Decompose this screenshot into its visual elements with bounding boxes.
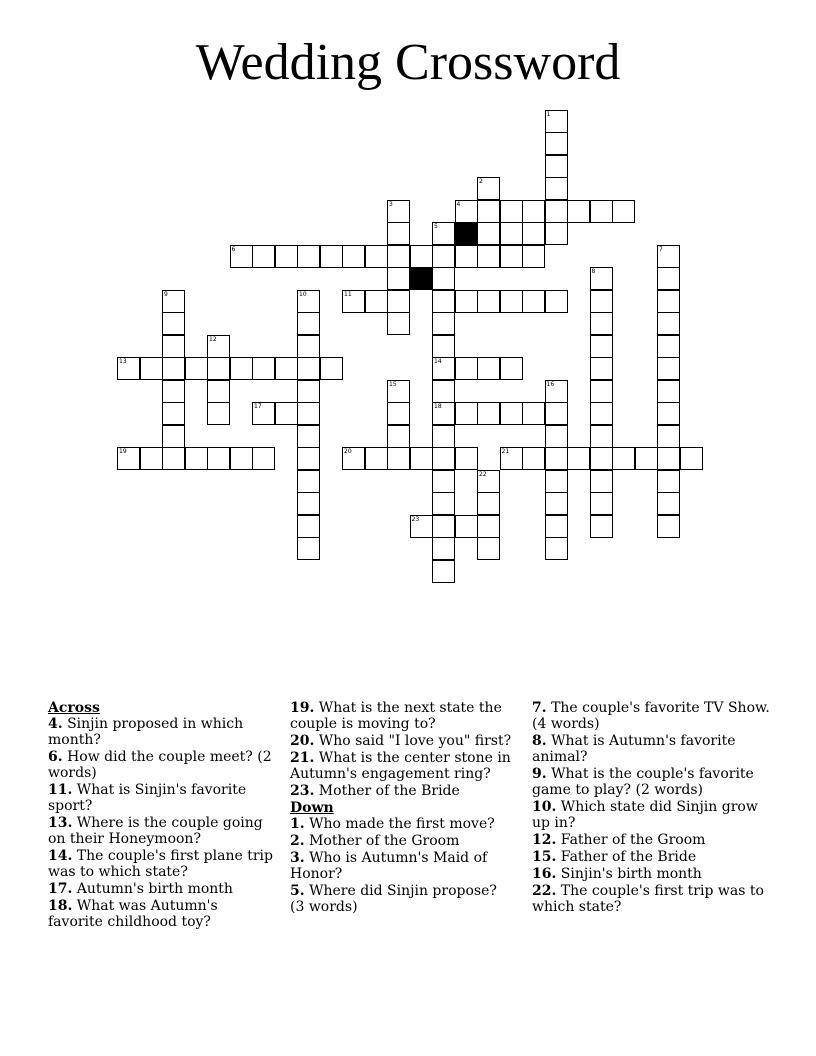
grid-cell[interactable] [590, 312, 613, 335]
clue-text: Mother of the Bride [314, 783, 460, 799]
down-clue [290, 883, 515, 915]
grid-cell[interactable] [567, 447, 590, 470]
clue-number: 21. [290, 750, 315, 766]
grid-cell[interactable] [612, 200, 635, 223]
grid-cell[interactable] [432, 357, 455, 380]
grid-cell[interactable] [477, 515, 500, 538]
grid-cell[interactable] [162, 312, 185, 335]
down-clue [532, 849, 772, 865]
grid-cell[interactable] [320, 357, 343, 380]
grid-cell[interactable] [545, 447, 568, 470]
grid-cell[interactable] [252, 447, 275, 470]
clue-text: Where did Sinjin propose? (3 words) [290, 883, 497, 915]
clue-number: 8 [591, 268, 596, 275]
grid-cell[interactable] [117, 447, 140, 470]
grid-cell[interactable] [140, 447, 163, 470]
clue-number: 12 [209, 335, 217, 343]
grid-cell[interactable] [455, 447, 478, 470]
grid-cell[interactable] [432, 267, 455, 290]
clue-text: The couple's first trip was to which state? [532, 883, 764, 915]
down-clue [290, 816, 515, 832]
grid-cell[interactable] [387, 312, 410, 335]
grid-cell[interactable] [432, 380, 455, 403]
grid-cell[interactable] [342, 290, 365, 313]
grid-cell[interactable] [207, 402, 230, 425]
clue-number: 21 [501, 448, 510, 455]
grid-cell[interactable] [545, 492, 568, 515]
clue-text: What is the center stone in Autumn's engagement ring? [290, 750, 511, 782]
clue-text: Autumn's birth month [72, 881, 233, 897]
grid-cell[interactable] [432, 312, 455, 335]
grid-cell[interactable] [297, 380, 320, 403]
clue-number: 5. [290, 883, 305, 899]
grid-cell[interactable] [387, 402, 410, 425]
clue-number: 12. [532, 832, 557, 848]
grid-cell[interactable] [500, 290, 523, 313]
grid-cell[interactable] [297, 447, 320, 470]
clue-number: 2. [290, 833, 305, 849]
grid-cell[interactable] [477, 290, 500, 313]
grid-cell[interactable] [500, 200, 523, 223]
grid-cell[interactable] [590, 447, 613, 470]
grid-cell[interactable] [387, 290, 410, 313]
grid-cell[interactable] [432, 425, 455, 448]
clue-number: 4. [48, 716, 63, 732]
grid-cell[interactable] [545, 110, 568, 133]
clue-text: What is Sinjin's favorite sport? [48, 782, 247, 814]
grid-cell[interactable] [387, 222, 410, 245]
clue-number: 15 [389, 380, 397, 388]
clue-number: 8. [532, 733, 547, 749]
grid-cell[interactable] [545, 380, 568, 403]
grid-cell[interactable] [432, 560, 455, 583]
clue-number: 13 [119, 358, 127, 365]
grid-cell[interactable] [590, 267, 613, 290]
clue-number: 16 [546, 380, 555, 388]
grid-cell[interactable] [522, 447, 545, 470]
grid-cell[interactable] [297, 357, 320, 380]
grid-cell[interactable] [297, 515, 320, 538]
grid-cell[interactable] [477, 200, 500, 223]
across-clue [48, 782, 273, 814]
clue-text: The couple's first plane trip was to which state? [48, 848, 273, 880]
grid-cell[interactable] [365, 245, 388, 268]
grid-cell[interactable] [657, 470, 680, 493]
clue-text: Who said "I love you" first? [314, 733, 512, 749]
grid-cell[interactable] [297, 537, 320, 560]
clues-column-3 [532, 700, 772, 916]
across-clue [48, 815, 273, 847]
clue-text: Father of the Bride [556, 849, 697, 865]
clue-number: 18 [434, 403, 442, 410]
clue-number: 7 [659, 245, 663, 253]
grid-cell[interactable] [117, 357, 140, 380]
down-clue [532, 832, 772, 848]
grid-cell[interactable] [185, 357, 208, 380]
grid-cell[interactable] [477, 177, 500, 200]
grid-cell[interactable] [477, 470, 500, 493]
clue-text: Where is the couple going on their Honeymoon? [48, 815, 263, 847]
grid-cell[interactable] [252, 357, 275, 380]
grid-cell[interactable] [297, 290, 320, 313]
grid-cell[interactable] [455, 200, 478, 223]
grid-cell[interactable] [207, 447, 230, 470]
grid-cell[interactable] [545, 515, 568, 538]
grid-cell[interactable] [545, 132, 568, 155]
grid-cell[interactable] [297, 402, 320, 425]
grid-cell[interactable] [432, 290, 455, 313]
grid-cell[interactable] [432, 470, 455, 493]
grid-cell[interactable] [410, 245, 433, 268]
clue-text: What is the next state the couple is moving to? [290, 700, 502, 732]
clue-number: 9. [532, 766, 547, 782]
down-clue [532, 700, 772, 732]
clue-number: 16. [532, 866, 557, 882]
grid-cell[interactable] [185, 447, 208, 470]
clue-text: What is Autumn's favorite animal? [532, 733, 736, 765]
clue-number: 19 [119, 448, 127, 455]
clue-text: Sinjin proposed in which month? [48, 716, 244, 748]
page-title: Wedding Crossword [195, 34, 621, 91]
grid-cell[interactable] [275, 245, 298, 268]
clue-number: 3. [290, 850, 305, 866]
across-clue [290, 783, 515, 799]
clue-number: 2 [479, 178, 483, 185]
clue-number: 14. [48, 848, 73, 864]
clue-number: 23 [411, 515, 420, 523]
across-clue [290, 750, 515, 782]
grid-cell[interactable] [477, 245, 500, 268]
grid-cell[interactable] [455, 245, 478, 268]
clue-number: 10. [532, 799, 557, 815]
clue-number: 10 [299, 290, 307, 298]
grid-cell[interactable] [590, 470, 613, 493]
clue-text: What is the couple's favorite game to play? (2 words) [532, 766, 754, 798]
grid-cell[interactable] [297, 425, 320, 448]
grid-cell[interactable] [545, 290, 568, 313]
grid-cell[interactable] [387, 245, 410, 268]
grid-cell[interactable] [477, 402, 500, 425]
grid-cell[interactable] [230, 447, 253, 470]
across-heading: Across [48, 700, 100, 716]
grid-cell[interactable] [342, 447, 365, 470]
grid-cell[interactable] [545, 222, 568, 245]
grid-cell[interactable] [207, 380, 230, 403]
across-clue [48, 716, 273, 748]
grid-cell[interactable] [252, 402, 275, 425]
grid-cell[interactable] [252, 245, 275, 268]
clue-number: 23. [290, 783, 315, 799]
grid-cell[interactable] [230, 357, 253, 380]
grid-cell[interactable] [455, 290, 478, 313]
clue-number: 7. [532, 700, 547, 716]
down-clue [532, 766, 772, 798]
clue-number: 9 [164, 290, 168, 298]
grid-cell[interactable] [545, 470, 568, 493]
grid-cell[interactable] [387, 380, 410, 403]
grid-cell[interactable] [590, 200, 613, 223]
grid-cell[interactable] [522, 290, 545, 313]
grid-cell[interactable] [140, 357, 163, 380]
grid-cell[interactable] [522, 245, 545, 268]
grid-cell[interactable] [657, 290, 680, 313]
clue-number: 15. [532, 849, 557, 865]
black-square [455, 222, 478, 245]
clue-number: 22. [532, 883, 557, 899]
grid-cell[interactable] [590, 492, 613, 515]
across-clue [48, 881, 273, 897]
grid-cell[interactable] [590, 425, 613, 448]
clue-number: 20 [344, 448, 352, 455]
clue-number: 1. [290, 816, 305, 832]
grid-cell[interactable] [545, 402, 568, 425]
clues-column-2 [290, 700, 515, 916]
clues-column-1 [48, 700, 273, 931]
grid-cell[interactable] [657, 380, 680, 403]
grid-cell[interactable] [297, 492, 320, 515]
grid-cell[interactable] [500, 245, 523, 268]
grid-cell[interactable] [320, 245, 343, 268]
across-clue [290, 733, 515, 749]
grid-cell[interactable] [590, 335, 613, 358]
grid-cell[interactable] [162, 402, 185, 425]
grid-cell[interactable] [545, 155, 568, 178]
grid-cell[interactable] [522, 222, 545, 245]
clue-number: 20. [290, 733, 315, 749]
clue-number: 3 [389, 200, 393, 208]
grid-cell[interactable] [432, 335, 455, 358]
grid-cell[interactable] [342, 245, 365, 268]
grid-cell[interactable] [162, 380, 185, 403]
clue-number: 17 [254, 403, 262, 410]
grid-cell[interactable] [432, 537, 455, 560]
grid-cell[interactable] [657, 402, 680, 425]
grid-cell[interactable] [162, 425, 185, 448]
grid-cell[interactable] [297, 245, 320, 268]
down-clue [532, 799, 772, 831]
clue-number: 6 [231, 245, 236, 253]
grid-cell[interactable] [432, 492, 455, 515]
grid-cell[interactable] [500, 402, 523, 425]
clue-text: What was Autumn's favorite childhood toy? [48, 898, 218, 930]
across-clue [48, 898, 273, 930]
grid-cell[interactable] [680, 447, 703, 470]
grid-cell[interactable] [275, 402, 298, 425]
grid-cell[interactable] [162, 447, 185, 470]
grid-cell[interactable] [590, 290, 613, 313]
clue-text: Who made the first move? [304, 816, 495, 832]
clue-number: 14 [434, 358, 442, 365]
grid-cell[interactable] [545, 200, 568, 223]
grid-cell[interactable] [545, 537, 568, 560]
grid-cell[interactable] [657, 515, 680, 538]
grid-cell[interactable] [522, 402, 545, 425]
grid-cell[interactable] [297, 335, 320, 358]
grid-cell[interactable] [657, 447, 680, 470]
grid-cell[interactable] [275, 357, 298, 380]
grid-cell[interactable] [657, 335, 680, 358]
grid-cell[interactable] [612, 447, 635, 470]
grid-cell[interactable] [365, 447, 388, 470]
clue-number: 4 [456, 200, 461, 208]
clue-number: 18. [48, 898, 73, 914]
grid-cell[interactable] [387, 425, 410, 448]
grid-cell[interactable] [432, 245, 455, 268]
down-clue [532, 866, 772, 882]
grid-cell[interactable] [657, 425, 680, 448]
clue-number: 11. [48, 782, 73, 798]
clue-text: Sinjin's birth month [556, 866, 702, 882]
across-clue [48, 848, 273, 880]
grid-cell[interactable] [477, 222, 500, 245]
grid-cell[interactable] [432, 447, 455, 470]
grid-cell[interactable] [500, 357, 523, 380]
clue-text: How did the couple meet? (2 words) [48, 749, 272, 781]
clue-text: Which state did Sinjin grow up in? [532, 799, 758, 831]
grid-cell[interactable] [657, 312, 680, 335]
black-square [410, 267, 433, 290]
clue-number: 6. [48, 749, 63, 765]
grid-cell[interactable] [477, 492, 500, 515]
clue-text: Who is Autumn's Maid of Honor? [290, 850, 488, 882]
grid-cell[interactable] [657, 492, 680, 515]
clue-text: Mother of the Groom [304, 833, 460, 849]
down-clue [532, 883, 772, 915]
clue-number: 17. [48, 881, 73, 897]
clue-number: 19. [290, 700, 315, 716]
grid-cell[interactable] [657, 245, 680, 268]
down-heading: Down [290, 800, 334, 816]
grid-cell[interactable] [162, 357, 185, 380]
grid-cell[interactable] [455, 402, 478, 425]
grid-cell[interactable] [500, 222, 523, 245]
grid-cell[interactable] [635, 447, 658, 470]
down-clue [532, 733, 772, 765]
grid-cell[interactable] [162, 290, 185, 313]
grid-cell[interactable] [207, 335, 230, 358]
clue-text: Father of the Groom [556, 832, 706, 848]
grid-cell[interactable] [410, 447, 433, 470]
grid-cell[interactable] [297, 470, 320, 493]
grid-cell[interactable] [387, 447, 410, 470]
clue-number: 22 [479, 470, 487, 478]
across-clue [48, 749, 273, 781]
grid-cell[interactable] [590, 515, 613, 538]
grid-cell[interactable] [387, 200, 410, 223]
grid-cell[interactable] [455, 515, 478, 538]
grid-cell[interactable] [455, 357, 478, 380]
clue-number: 1 [546, 110, 551, 118]
clue-number: 13. [48, 815, 73, 831]
grid-cell[interactable] [657, 357, 680, 380]
grid-cell[interactable] [297, 312, 320, 335]
grid-cell[interactable] [590, 402, 613, 425]
grid-cell[interactable] [387, 267, 410, 290]
grid-cell[interactable] [657, 267, 680, 290]
grid-cell[interactable] [432, 222, 455, 245]
grid-cell[interactable] [432, 402, 455, 425]
grid-cell[interactable] [590, 380, 613, 403]
grid-cell[interactable] [162, 335, 185, 358]
grid-cell[interactable] [365, 290, 388, 313]
down-clue [290, 850, 515, 882]
clue-number: 5 [434, 223, 438, 230]
grid-cell[interactable] [410, 515, 433, 538]
down-clue [290, 833, 515, 849]
grid-cell[interactable] [230, 245, 253, 268]
clue-number: 11 [344, 290, 352, 298]
grid-cell[interactable] [545, 177, 568, 200]
grid-cell[interactable] [477, 537, 500, 560]
clue-text: The couple's favorite TV Show. (4 words) [532, 700, 770, 732]
across-clue [290, 700, 515, 732]
grid-cell[interactable] [522, 200, 545, 223]
grid-cell[interactable] [590, 357, 613, 380]
grid-cell[interactable] [207, 357, 230, 380]
grid-cell[interactable] [545, 425, 568, 448]
grid-cell[interactable] [477, 357, 500, 380]
grid-cell[interactable] [567, 200, 590, 223]
grid-cell[interactable] [500, 447, 523, 470]
grid-cell[interactable] [432, 515, 455, 538]
